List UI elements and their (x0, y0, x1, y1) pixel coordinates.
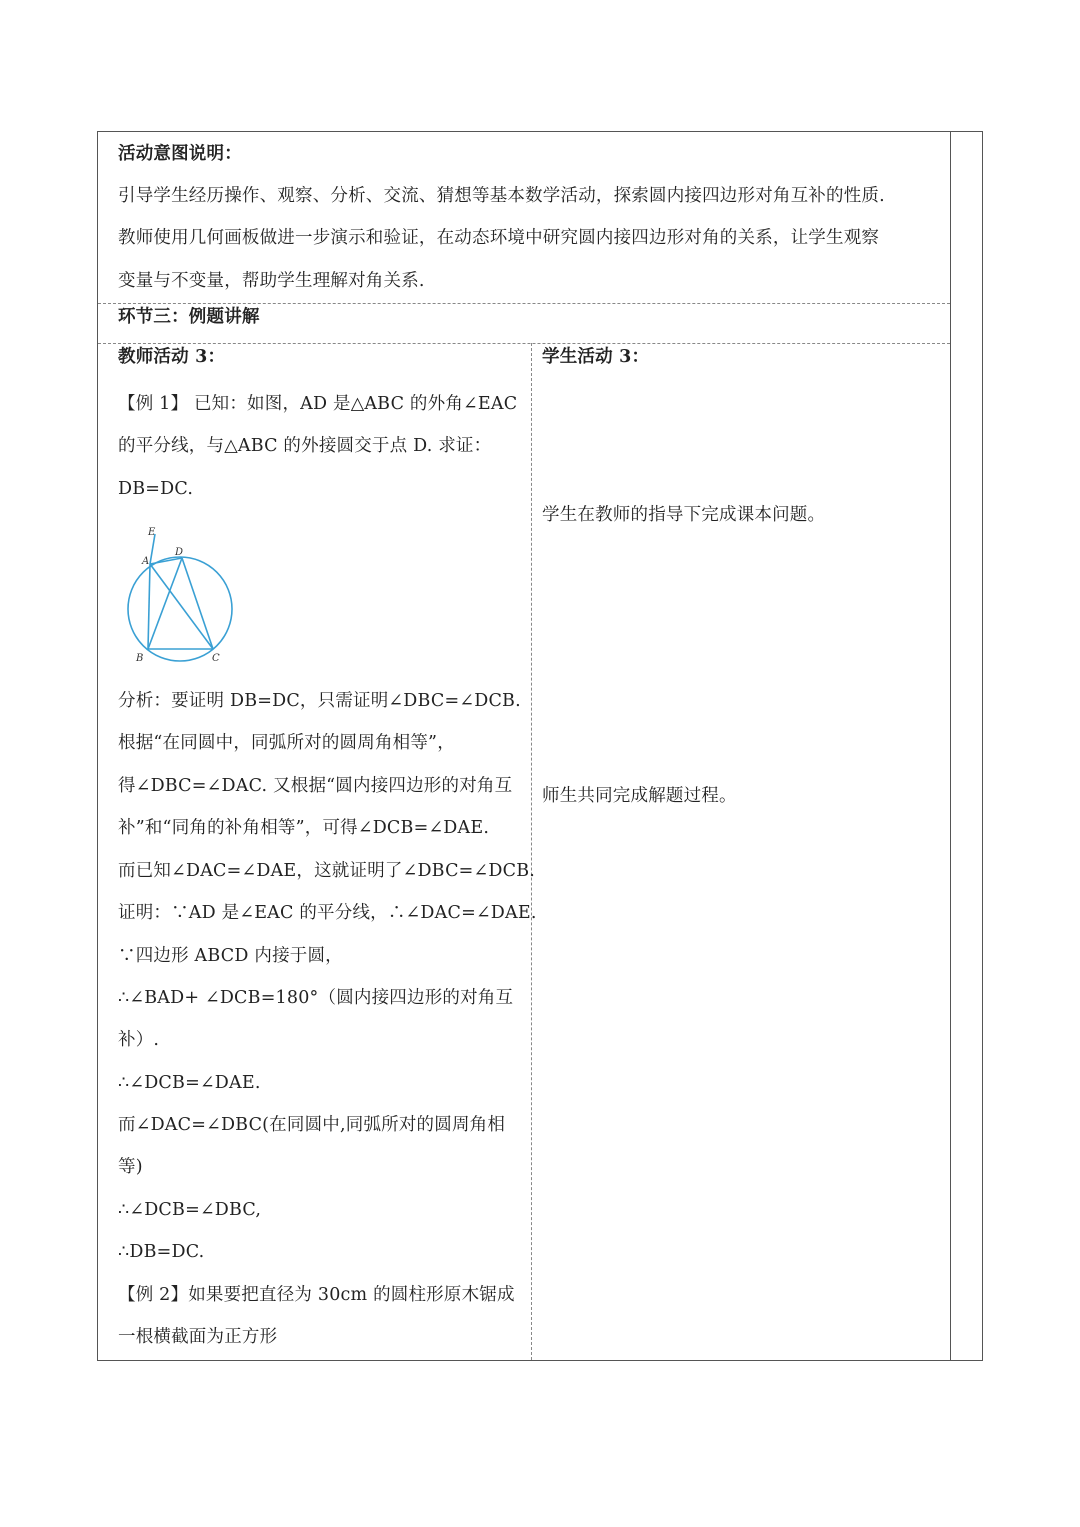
label-e: E (148, 527, 156, 538)
label-d: D (175, 547, 184, 558)
circumcircle (128, 557, 232, 661)
example2-line-1: 【例 2】如果要把直径为 30cm 的圆柱形原木锯成 (118, 1285, 515, 1305)
intent-line-3: 变量与不变量，帮助学生理解对角关系. (118, 271, 425, 291)
line-db (148, 558, 182, 649)
label-c: C (212, 653, 220, 664)
line-ab (148, 564, 150, 649)
analysis-line-1: 分析：要证明 DB=DC，只需证明∠DBC=∠DCB. (118, 691, 521, 711)
analysis-line-3: 得∠DBC=∠DAC. 又根据“圆内接四边形的对角互 (118, 776, 513, 796)
line-dc (182, 558, 213, 649)
intent-line-1: 引导学生经历操作、观察、分析、交流、猜想等基本数学活动，探索圆内接四边形对角互补的性质. (118, 186, 885, 206)
example1-line-3: DB=DC. (118, 479, 194, 499)
section-heading: 环节三：例题讲解 (118, 307, 260, 327)
proof-line-7: 等) (118, 1157, 143, 1177)
intent-heading: 活动意图说明： (118, 144, 242, 164)
proof-line-4: 补）. (118, 1030, 160, 1050)
student-note-1: 学生在教师的指导下完成课本问题。 (542, 505, 826, 525)
example2-line-2: 一根横截面为正方形 (118, 1327, 278, 1347)
proof-line-6: 而∠DAC=∠DBC(在同圆中,同弧所对的圆周角相 (118, 1115, 506, 1135)
line-ae (150, 534, 155, 564)
example1-line-1: 【例 1】 已知：如图，AD 是△ABC 的外角∠EAC (118, 394, 518, 414)
analysis-line-4: 补”和“同角的补角相等”，可得∠DCB=∠DAE. (118, 818, 490, 838)
intent-line-2: 教师使用几何画板做进一步演示和验证，在动态环境中研究圆内接四边形对角的关系，让学生观察 (118, 228, 880, 248)
analysis-line-2: 根据“在同圆中，同弧所对的圆周角相等”， (118, 733, 455, 753)
example1-line-2: 的平分线，与△ABC 的外接圆交于点 D. 求证： (118, 436, 492, 456)
student-note-2: 师生共同完成解题过程。 (542, 786, 737, 806)
proof-line-3: ∴∠BAD+ ∠DCB=180°（圆内接四边形的对角互 (118, 988, 514, 1008)
right-margin-column-divider (950, 132, 951, 1360)
label-a: A (142, 556, 150, 567)
circle-figure (118, 520, 243, 670)
proof-line-2: ∵四边形 ABCD 内接于圆， (118, 946, 343, 966)
proof-line-8: ∴∠DCB=∠DBC, (118, 1200, 262, 1220)
proof-line-9: ∴DB=DC. (118, 1242, 205, 1262)
proof-line-1: 证明：∵AD 是∠EAC 的平分线，∴∠DAC=∠DAE. (118, 903, 537, 923)
row-divider-section (98, 343, 950, 344)
analysis-line-5: 而已知∠DAC=∠DAE，这就证明了∠DBC=∠DCB. (118, 861, 536, 881)
label-b: B (136, 653, 144, 664)
teacher-heading: 教师活动 3： (118, 347, 226, 367)
student-heading: 学生活动 3： (542, 347, 650, 367)
proof-line-5: ∴∠DCB=∠DAE. (118, 1073, 261, 1093)
line-ac (150, 564, 213, 649)
